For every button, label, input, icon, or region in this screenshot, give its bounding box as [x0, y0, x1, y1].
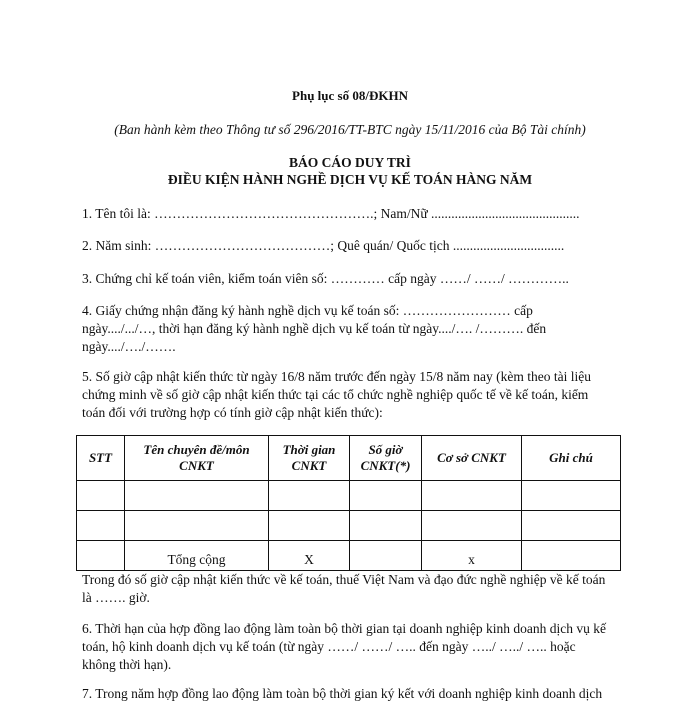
ethics-line-2: là ……. giờ.	[82, 590, 150, 605]
total-label: Tổng cộng	[125, 541, 269, 571]
table-cell	[422, 481, 522, 511]
table-cell	[422, 511, 522, 541]
item-3-certificate: 3. Chứng chỉ kế toán viên, kiểm toán viên số: ………… cấp ngày ……/ ……/ …………..	[82, 271, 569, 286]
item-5-line-1: 5. Số giờ cập nhật kiến thức từ ngày 16/8 năm trước đến ngày 15/8 năm nay (kèm theo tài liệu	[82, 369, 591, 384]
item-4-line-2: ngày..../.../…, thời hạn đăng ký hành nghề dịch vụ kế toán từ ngày..../…. /………. đến	[82, 321, 547, 336]
header-time: Thời gian CNKT	[269, 436, 350, 481]
table-cell	[269, 511, 350, 541]
table-cell	[125, 511, 269, 541]
table-cell	[77, 481, 125, 511]
header-institution: Cơ sở CNKT	[422, 436, 522, 481]
ethics-line-1: Trong đó số giờ cập nhật kiến thức về kế toán, thuế Việt Nam và đạo đức nghề nghiệp về kế toán	[82, 572, 606, 587]
item-5-line-2: chứng minh về số giờ cập nhật kiến thức tại các tổ chức nghề nghiệp quốc tế về kế toán, kiểm	[82, 387, 589, 402]
item-2-birth-year: 2. Năm sinh: …………………………………; Quê quán/ Quốc tịch .................................	[82, 238, 565, 253]
header-note: Ghi chú	[522, 436, 621, 481]
item-5-line-3: toán đối với trường hợp có tính giờ cập nhật kiến thức):	[82, 405, 383, 420]
ethics-hours-note	[82, 571, 622, 607]
total-note	[522, 541, 621, 571]
table-cell	[350, 481, 422, 511]
item-6-contract-term	[82, 620, 622, 674]
appendix-number: Phụ lục số 08/ĐKHN	[292, 88, 408, 103]
issued-by-note: (Ban hành kèm theo Thông tư số 296/2016/TT-BTC ngày 15/11/2016 của Bộ Tài chính)	[114, 122, 586, 137]
header-hours: Số giờ CNKT(*)	[350, 436, 422, 481]
item-5-training-hours	[82, 368, 622, 422]
item-6-line-3: không thời hạn).	[82, 657, 172, 672]
report-subtitle: ĐIỀU KIỆN HÀNH NGHỀ DỊCH VỤ KẾ TOÁN HÀNG NĂM	[167, 172, 533, 187]
item-6-line-1: 6. Thời hạn của hợp đồng lao động làm toàn bộ thời gian tại doanh nghiệp kinh doanh dịch vụ kế	[82, 621, 606, 636]
total-institution: x	[422, 541, 522, 571]
header-stt: STT	[77, 436, 125, 481]
table-cell	[269, 481, 350, 511]
table-cell	[125, 481, 269, 511]
table-cell	[350, 511, 422, 541]
header-topic: Tên chuyên đề/môn CNKT	[125, 436, 269, 481]
training-table	[76, 435, 621, 571]
table-row	[77, 481, 621, 511]
table-row	[77, 511, 621, 541]
table-cell	[77, 511, 125, 541]
item-6-line-2: toán, hộ kinh doanh dịch vụ kế toán (từ ngày ……/ ……/ ….. đến ngày …../ …../ ….. hoặc	[82, 639, 576, 654]
table-cell	[522, 481, 621, 511]
item-4-line-3: ngày..../…./…….	[82, 339, 176, 354]
item-4-line-1: 4. Giấy chứng nhận đăng ký hành nghề dịch vụ kế toán số: …………………… cấp	[82, 303, 533, 318]
item-1-name: 1. Tên tôi là: ………………………………………….; Nam/Nữ ............................................	[82, 206, 580, 221]
table-total-row	[77, 541, 621, 571]
table-header-row	[77, 436, 621, 481]
item-4-registration	[82, 302, 622, 356]
total-cell-stt	[77, 541, 125, 571]
table-cell	[522, 511, 621, 541]
item-7-contract: 7. Trong năm hợp đồng lao động làm toàn bộ thời gian ký kết với doanh nghiệp kinh doanh dịch	[82, 686, 603, 701]
report-title: BÁO CÁO DUY TRÌ	[289, 155, 411, 170]
total-time: X	[269, 541, 350, 571]
total-hours	[350, 541, 422, 571]
